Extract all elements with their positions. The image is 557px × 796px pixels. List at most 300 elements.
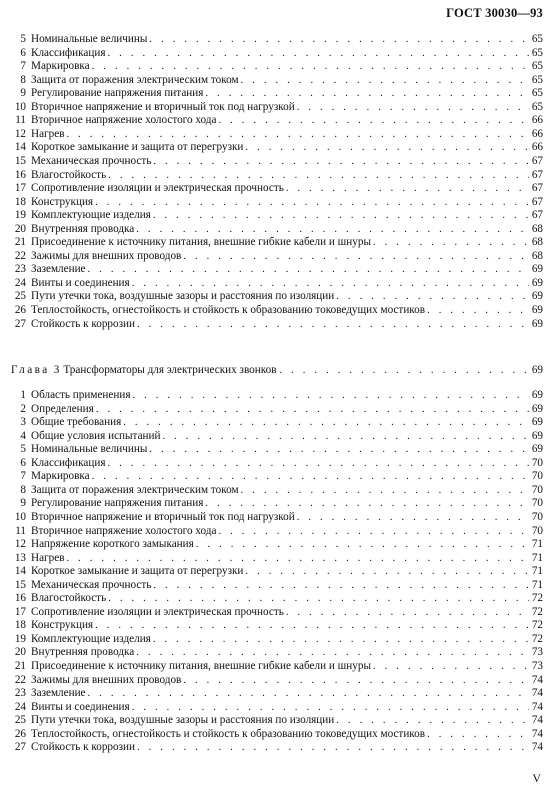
toc-entry-number: 22	[14, 673, 26, 686]
toc-entry-number: 8	[20, 73, 26, 86]
toc-entry-page: 65	[531, 60, 543, 73]
toc-entry	[0, 592, 557, 606]
toc-entry-page: 67	[531, 209, 543, 222]
toc-entry-line	[31, 60, 543, 74]
toc-entry-title: Вторичное напряжение и вторичный ток под нагрузкой	[31, 100, 295, 113]
toc-entry-line	[31, 263, 543, 277]
toc-entry-line	[31, 209, 543, 223]
toc-entry-title: Короткое замыкание и защита от перегрузки	[31, 565, 244, 578]
toc-entry-line	[31, 592, 543, 606]
toc-entry-number: 17	[14, 605, 26, 618]
toc-entry	[0, 290, 557, 304]
toc-entry-number: 7	[20, 470, 26, 483]
toc-entry-title: Заземление	[31, 687, 86, 700]
toc-entry-number: 2	[20, 402, 26, 415]
toc-entry	[0, 169, 557, 183]
toc-entry-page: 74	[531, 714, 543, 727]
toc-entry-title: Комплектующие изделия	[31, 209, 151, 222]
toc-entry-title: Винты и соединения	[31, 700, 130, 713]
toc-entry	[0, 403, 557, 417]
leader-dots	[108, 47, 529, 61]
toc-entry-title: Заземление	[31, 263, 86, 276]
toc-entry-line	[31, 250, 543, 264]
toc-entry-title: Номинальные величины	[31, 33, 148, 45]
toc-entry-line	[31, 318, 543, 332]
toc-entry-title: Сопротивление изоляции и электрическая прочность	[31, 182, 284, 195]
toc-entry-number: 12	[14, 127, 26, 140]
toc-entry	[0, 443, 557, 457]
leader-dots	[183, 250, 528, 264]
toc-entry-title: Нагрев	[31, 127, 65, 140]
toc-entry-title: Вторичное напряжение и вторичный ток под нагрузкой	[31, 510, 295, 523]
toc-entry-title: Общие условия испытаний	[31, 429, 161, 442]
toc-entry	[0, 263, 557, 277]
leader-dots	[373, 236, 529, 250]
toc-entry	[0, 60, 557, 74]
toc-entry-line	[31, 389, 543, 403]
toc-entry	[0, 565, 557, 579]
toc-entry-title: Комплектующие изделия	[31, 632, 151, 645]
toc-entry-page: 68	[531, 249, 543, 262]
toc-entry-number: 24	[14, 276, 26, 289]
toc-entry-title: Конструкция	[31, 195, 94, 208]
toc-entry-number: 21	[14, 236, 26, 249]
toc-entry-number: 1	[20, 389, 26, 401]
toc-entry	[0, 525, 557, 539]
toc-entry	[0, 497, 557, 511]
toc-entry	[0, 155, 557, 169]
leader-dots	[108, 169, 529, 183]
toc-entry-number: 7	[20, 60, 26, 73]
toc-entry-line	[31, 728, 543, 742]
toc-entry	[0, 741, 557, 755]
leader-dots	[373, 660, 529, 674]
leader-dots	[218, 525, 528, 539]
leader-dots	[66, 552, 528, 566]
toc-entry-number: 11	[15, 524, 26, 537]
toc-entry-page: 66	[531, 141, 543, 154]
toc-entry-line	[31, 277, 543, 291]
toc-entry-number: 23	[14, 263, 26, 276]
toc-entry	[0, 646, 557, 660]
toc-entry	[0, 318, 557, 332]
toc-entry	[0, 196, 557, 210]
toc-entry	[0, 430, 557, 444]
toc-entry-page: 74	[531, 727, 543, 740]
toc-entry-page: 69	[531, 276, 543, 289]
toc-entry-line	[31, 484, 543, 498]
toc-entry-title: Определения	[31, 402, 94, 415]
toc-entry-page: 65	[531, 46, 543, 59]
toc-entry-page: 68	[531, 236, 543, 249]
toc-entry-title: Механическая прочность	[31, 578, 152, 591]
toc-entry-number: 26	[14, 304, 26, 316]
toc-entry-line	[31, 128, 543, 142]
toc-entry-title: Влагостойкость	[31, 592, 107, 605]
leader-dots	[153, 155, 528, 169]
toc-entry-line	[31, 182, 543, 196]
leader-dots	[205, 87, 528, 101]
toc-entry-title: Область применения	[31, 389, 131, 401]
toc-entry-title: Номинальные величины	[31, 443, 148, 456]
toc-entry	[0, 484, 557, 498]
toc-entry-title: Механическая прочность	[31, 154, 152, 167]
toc-entry-line	[31, 741, 543, 755]
chapter-title: Трансформаторы для электрических звонков	[63, 364, 277, 376]
toc-entry-number: 25	[14, 290, 26, 303]
leader-dots	[136, 223, 529, 237]
toc-entry-number: 20	[14, 222, 26, 235]
toc-entry-line	[31, 579, 543, 593]
leader-dots	[245, 565, 528, 579]
toc-entry-page: 71	[531, 538, 543, 551]
leader-dots	[241, 484, 529, 498]
toc-entry-page: 74	[531, 673, 543, 686]
leader-dots	[123, 416, 529, 430]
toc-entry-title: Присоединение к источнику питания, внешние гибкие кабели и шнуры	[31, 660, 371, 672]
toc-entry-title: Пути утечки тока, воздушные зазоры и расстояния по изоляции	[31, 714, 335, 727]
toc-entry-number: 27	[14, 317, 26, 330]
leader-dots	[149, 33, 528, 47]
toc-entry-line	[31, 196, 543, 210]
toc-entry-page: 69	[531, 443, 543, 456]
leader-dots	[153, 209, 529, 223]
leader-dots	[241, 74, 529, 88]
toc-entry-page: 67	[531, 154, 543, 167]
toc-entry-number: 14	[14, 141, 26, 154]
toc-entry-number: 19	[14, 632, 26, 645]
toc-entry-number: 3	[20, 416, 26, 429]
toc-entry	[0, 87, 557, 101]
toc-entry	[0, 141, 557, 155]
toc-entry	[0, 182, 557, 196]
leader-dots	[153, 579, 528, 593]
toc-entry-line	[31, 511, 543, 525]
leader-dots	[132, 701, 529, 715]
toc-entry-title: Присоединение к источнику питания, внешние гибкие кабели и шнуры	[31, 236, 371, 249]
toc-entry-line	[31, 87, 543, 101]
leader-dots	[92, 60, 529, 74]
toc-entry-line	[31, 236, 543, 250]
toc-entry	[0, 660, 557, 674]
toc-entry-page: 65	[531, 33, 543, 45]
toc-entry-line	[31, 101, 543, 115]
toc-entry-line	[31, 114, 543, 128]
chapter-number: 3	[53, 364, 60, 376]
toc-entry-line	[31, 552, 543, 566]
toc-entry-title: Конструкция	[31, 619, 94, 632]
toc-entry-title: Вторичное напряжение холостого хода	[31, 114, 217, 127]
toc-entry-page: 70	[531, 510, 543, 523]
toc-entry	[0, 74, 557, 88]
toc-entry-line	[31, 525, 543, 539]
toc-entry	[0, 47, 557, 61]
toc-entry-page: 66	[531, 114, 543, 127]
leader-dots	[427, 304, 529, 318]
toc-entry-page: 67	[531, 182, 543, 195]
leader-dots	[297, 101, 529, 115]
toc-entry-number: 6	[20, 46, 26, 59]
toc-entry-number: 15	[14, 154, 26, 167]
toc-entry-number: 25	[14, 714, 26, 727]
toc-entry-title: Классификация	[31, 46, 106, 59]
toc-entry-number: 27	[14, 741, 26, 754]
toc-entry-title: Вторичное напряжение холостого хода	[31, 524, 217, 537]
toc-entry-number: 16	[14, 168, 26, 181]
toc-entry-page: 70	[531, 456, 543, 469]
toc-entry	[0, 552, 557, 566]
toc-entry-page: 72	[531, 619, 543, 632]
toc-entry-page: 69	[531, 429, 543, 442]
toc-entry-page: 74	[531, 700, 543, 713]
toc-entry-title: Маркировка	[31, 60, 90, 73]
toc-entry-title: Напряжение короткого замыкания	[31, 538, 194, 551]
toc-entry-title: Влагостойкость	[31, 168, 107, 181]
toc-entry-line	[31, 304, 543, 318]
leader-dots	[163, 430, 529, 444]
toc-entry-line	[31, 646, 543, 660]
toc-entry-title: Регулирование напряжения питания	[31, 497, 204, 510]
toc-entry-page: 71	[531, 578, 543, 591]
toc-entry-line	[31, 687, 543, 701]
toc-entry-page: 66	[531, 127, 543, 140]
toc-entry-number: 12	[14, 538, 26, 551]
toc-entry-number: 15	[14, 578, 26, 591]
toc-entry-number: 9	[20, 497, 26, 510]
toc-entry-title: Зажимы для внешних проводов	[31, 249, 182, 262]
leader-dots	[88, 687, 529, 701]
toc-entry-title: Защита от поражения электрическим током	[31, 73, 239, 86]
toc-entry-title: Общие требования	[31, 416, 122, 429]
leader-dots	[218, 114, 528, 128]
leader-dots	[88, 263, 529, 277]
toc-entry-page: 69	[531, 317, 543, 330]
toc-entry-title: Сопротивление изоляции и электрическая прочность	[31, 605, 284, 618]
toc-entry	[0, 416, 557, 430]
toc-entry-number: 5	[20, 33, 26, 45]
toc-entry	[0, 579, 557, 593]
toc-entry-number: 5	[20, 443, 26, 456]
toc-entry-page: 65	[531, 73, 543, 86]
toc-entry-page: 69	[531, 263, 543, 276]
toc-entry-line	[31, 33, 543, 47]
toc-entry	[0, 457, 557, 471]
toc-entry-page: 69	[531, 402, 543, 415]
toc-entry-line	[31, 155, 543, 169]
toc-entry-title: Пути утечки тока, воздушные зазоры и расстояния по изоляции	[31, 290, 335, 303]
leader-dots	[336, 290, 529, 304]
toc-entry	[0, 33, 557, 47]
toc-entry-line	[31, 416, 543, 430]
leader-dots	[286, 182, 529, 196]
toc-entry-line	[31, 169, 543, 183]
toc-entry-number: 11	[15, 114, 26, 127]
toc-entry	[0, 674, 557, 688]
leader-dots	[92, 470, 529, 484]
toc-entry-line	[31, 74, 543, 88]
toc-entry-number: 18	[14, 619, 26, 632]
leader-dots	[95, 619, 529, 633]
toc-entry-number: 8	[20, 483, 26, 496]
chapter-label: Глава	[11, 364, 50, 376]
toc-entry-line	[31, 290, 543, 304]
leader-dots	[286, 606, 529, 620]
leader-dots	[297, 511, 529, 525]
toc-entry-line	[31, 565, 543, 579]
toc-entry-page: 69	[531, 416, 543, 429]
toc-entry-page: 72	[531, 632, 543, 645]
toc-entry-page: 72	[531, 592, 543, 605]
toc-entry-title: Нагрев	[31, 551, 65, 564]
toc-entry-page: 71	[531, 551, 543, 564]
toc-entry-title: Зажимы для внешних проводов	[31, 673, 182, 686]
document-code-header: ГОСТ 30030—93	[446, 6, 543, 20]
toc-entry-title: Винты и соединения	[31, 276, 130, 289]
toc-entry	[0, 277, 557, 291]
toc-entry-line	[31, 674, 543, 688]
toc-entry-number: 10	[14, 510, 26, 523]
toc-entry-line	[31, 403, 543, 417]
toc-entry-title: Теплостойкость, огнестойкость и стойкость к образованию токоведущих мостиков	[31, 727, 426, 740]
chapter-page: 69	[531, 364, 543, 376]
toc-entry	[0, 114, 557, 128]
toc-entry-page: 70	[531, 497, 543, 510]
leader-dots	[149, 443, 528, 457]
toc-entry	[0, 714, 557, 728]
toc-entry-title: Теплостойкость, огнестойкость и стойкость к образованию токоведущих мостиков	[31, 304, 426, 316]
toc-entry-page: 65	[531, 87, 543, 100]
toc-entry-page: 73	[531, 646, 543, 659]
toc-entry-title: Маркировка	[31, 470, 90, 483]
leader-dots	[196, 538, 529, 552]
toc-entry	[0, 128, 557, 142]
leader-dots	[132, 277, 529, 291]
leader-dots	[153, 633, 529, 647]
toc-entry-page: 67	[531, 168, 543, 181]
toc-entry-line	[31, 633, 543, 647]
toc-entry	[0, 209, 557, 223]
toc-entry-number: 21	[14, 660, 26, 672]
toc-entry-title: Защита от поражения электрическим током	[31, 483, 239, 496]
toc-entry	[0, 511, 557, 525]
page-number-footer: V	[532, 771, 541, 785]
leader-dots	[136, 646, 529, 660]
chapter-heading	[11, 363, 543, 377]
toc-entry-page: 71	[531, 565, 543, 578]
toc-entry-number: 26	[14, 727, 26, 740]
toc-entry-number: 22	[14, 249, 26, 262]
toc-entry-line	[31, 538, 543, 552]
toc-entry-page: 69	[531, 389, 543, 401]
toc-entry-number: 9	[20, 87, 26, 100]
chapter-leader-dots	[279, 364, 528, 378]
toc-entry	[0, 606, 557, 620]
toc-entry-number: 6	[20, 456, 26, 469]
toc-entry	[0, 304, 557, 318]
toc-entry-number: 20	[14, 646, 26, 659]
toc-entry	[0, 701, 557, 715]
toc-entry-number: 13	[14, 551, 26, 564]
leader-dots	[66, 128, 528, 142]
toc-entry-line	[31, 141, 543, 155]
toc-entry-page: 65	[531, 100, 543, 113]
toc-entry	[0, 687, 557, 701]
toc-entry-line	[31, 619, 543, 633]
toc-entry-line	[31, 470, 543, 484]
toc-entry	[0, 101, 557, 115]
toc-entry	[0, 470, 557, 484]
leader-dots	[336, 714, 529, 728]
toc-entry-page: 73	[531, 660, 543, 672]
toc-entry-title: Стойкость к коррозии	[31, 317, 135, 330]
toc-entry-line	[31, 497, 543, 511]
leader-dots	[205, 497, 528, 511]
toc-entry-title: Классификация	[31, 456, 106, 469]
leader-dots	[427, 728, 529, 742]
toc-entry-line	[31, 457, 543, 471]
leader-dots	[245, 141, 528, 155]
toc-entry-number: 16	[14, 592, 26, 605]
toc-entry-page: 70	[531, 470, 543, 483]
toc-entry-number: 17	[14, 182, 26, 195]
leader-dots	[137, 741, 529, 755]
leader-dots	[183, 674, 528, 688]
leader-dots	[132, 389, 528, 403]
toc-entry-line	[31, 701, 543, 715]
toc-entry-title: Внутренняя проводка	[31, 646, 135, 659]
toc-entry-line	[31, 430, 543, 444]
toc-entry-number: 18	[14, 195, 26, 208]
toc-entry-number: 14	[14, 565, 26, 578]
toc-entry-line	[31, 223, 543, 237]
toc-entry-page: 70	[531, 524, 543, 537]
leader-dots	[108, 592, 529, 606]
toc-entry	[0, 538, 557, 552]
toc-entry	[0, 728, 557, 742]
toc-entry-number: 23	[14, 687, 26, 700]
toc-entry-title: Внутренняя проводка	[31, 222, 135, 235]
toc-entry	[0, 619, 557, 633]
leader-dots	[108, 457, 529, 471]
toc-entry-line	[31, 443, 543, 457]
toc-entry-number: 10	[14, 100, 26, 113]
toc-entry-line	[31, 660, 543, 674]
toc-entry-number: 24	[14, 700, 26, 713]
leader-dots	[96, 403, 529, 417]
toc-entry-line	[31, 714, 543, 728]
toc-entry-page: 74	[531, 687, 543, 700]
toc-entry-page: 74	[531, 741, 543, 754]
toc-entry-page: 69	[531, 304, 543, 316]
toc-entry-line	[31, 606, 543, 620]
toc-entry	[0, 250, 557, 264]
toc-entry-page: 67	[531, 195, 543, 208]
toc-entry	[0, 633, 557, 647]
toc-entry-title: Регулирование напряжения питания	[31, 87, 204, 100]
toc-entry-page: 68	[531, 222, 543, 235]
toc-entry	[0, 223, 557, 237]
leader-dots	[137, 318, 529, 332]
toc-entry-page: 70	[531, 483, 543, 496]
toc-entry-title: Стойкость к коррозии	[31, 741, 135, 754]
toc-entry	[0, 236, 557, 250]
toc-entry-line	[31, 47, 543, 61]
toc-entry-page: 69	[531, 290, 543, 303]
toc-entry-number: 19	[14, 209, 26, 222]
toc-entry-number: 4	[20, 429, 26, 442]
toc-entry-page: 72	[531, 605, 543, 618]
toc-entry-title: Короткое замыкание и защита от перегрузки	[31, 141, 244, 154]
